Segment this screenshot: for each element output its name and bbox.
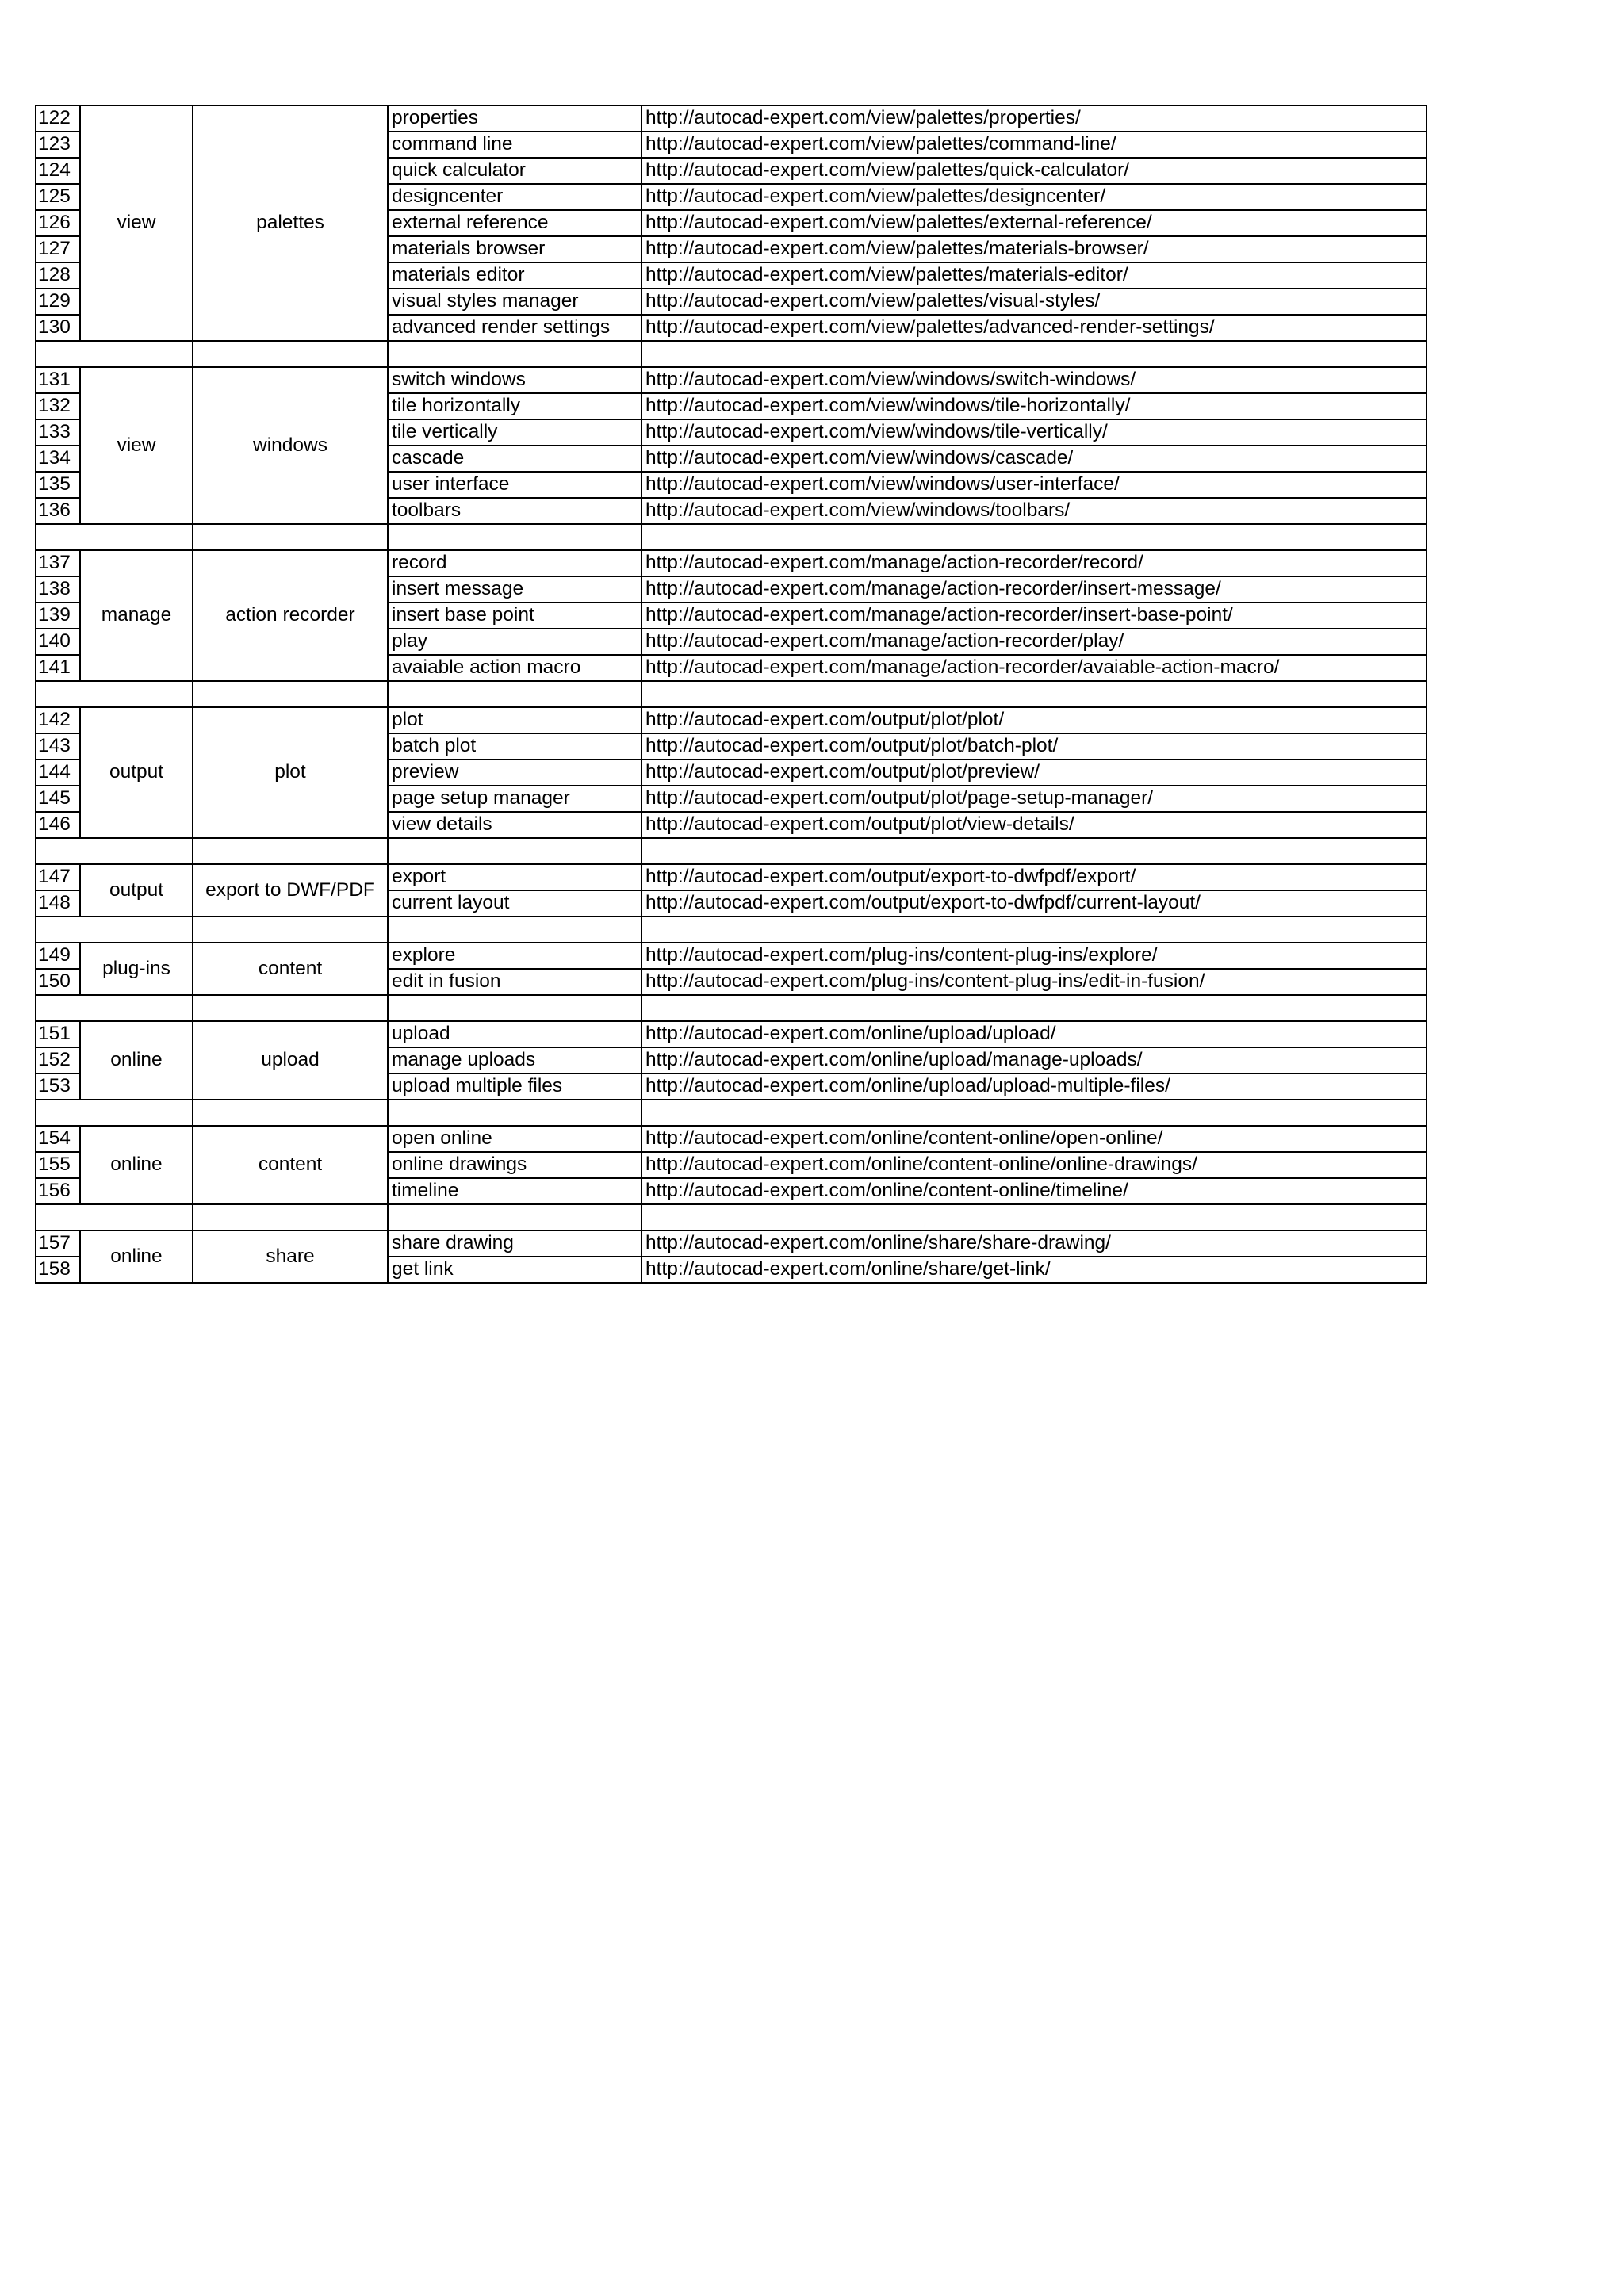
command-name: batch plot (388, 733, 642, 760)
spacer-row (36, 524, 1427, 550)
row-number: 149 (36, 943, 80, 969)
command-name: explore (388, 943, 642, 969)
command-name: edit in fusion (388, 969, 642, 995)
row-number: 133 (36, 419, 80, 446)
row-number: 142 (36, 707, 80, 733)
row-number: 129 (36, 289, 80, 315)
row-number: 123 (36, 132, 80, 158)
command-name: external reference (388, 210, 642, 236)
category-cell: online (80, 1230, 193, 1283)
table-row (36, 1126, 1427, 1152)
command-name: record (388, 550, 642, 576)
category-cell: output (80, 864, 193, 916)
url-link[interactable]: http://autocad-expert.com/manage/action-recorder/record/ (642, 550, 1427, 576)
category-cell: plug-ins (80, 943, 193, 995)
spacer-cell (388, 524, 642, 550)
row-number: 155 (36, 1152, 80, 1178)
row-number: 153 (36, 1073, 80, 1100)
category-cell: view (80, 367, 193, 524)
command-name: upload multiple files (388, 1073, 642, 1100)
command-name: open online (388, 1126, 642, 1152)
command-name: command line (388, 132, 642, 158)
url-link[interactable]: http://autocad-expert.com/online/content-online/online-drawings/ (642, 1152, 1427, 1178)
row-number: 125 (36, 184, 80, 210)
url-link[interactable]: http://autocad-expert.com/view/palettes/command-line/ (642, 132, 1427, 158)
category-cell: online (80, 1126, 193, 1204)
url-link[interactable]: http://autocad-expert.com/view/windows/toolbars/ (642, 498, 1427, 524)
row-number: 131 (36, 367, 80, 393)
table-row (36, 707, 1427, 733)
table-row (36, 105, 1427, 132)
table-row (36, 943, 1427, 969)
row-number: 132 (36, 393, 80, 419)
command-name: upload (388, 1021, 642, 1047)
command-name: preview (388, 760, 642, 786)
url-link[interactable]: http://autocad-expert.com/output/plot/batch-plot/ (642, 733, 1427, 760)
spacer-cell (642, 681, 1427, 707)
spacer-cell (388, 681, 642, 707)
spacer-cell (642, 916, 1427, 943)
row-number: 148 (36, 890, 80, 916)
command-name: view details (388, 812, 642, 838)
command-name: insert message (388, 576, 642, 603)
spacer-row (36, 1100, 1427, 1126)
command-name: toolbars (388, 498, 642, 524)
row-number: 141 (36, 655, 80, 681)
url-link[interactable]: http://autocad-expert.com/view/palettes/quick-calculator/ (642, 158, 1427, 184)
spacer-cell (36, 916, 193, 943)
url-link[interactable]: http://autocad-expert.com/view/palettes/visual-styles/ (642, 289, 1427, 315)
command-name: play (388, 629, 642, 655)
row-number: 139 (36, 603, 80, 629)
command-name: plot (388, 707, 642, 733)
table-row (36, 367, 1427, 393)
spacer-cell (388, 1204, 642, 1230)
url-link[interactable]: http://autocad-expert.com/view/windows/switch-windows/ (642, 367, 1427, 393)
command-name: timeline (388, 1178, 642, 1204)
row-number: 145 (36, 786, 80, 812)
url-link[interactable]: http://autocad-expert.com/output/plot/preview/ (642, 760, 1427, 786)
url-link[interactable]: http://autocad-expert.com/view/palettes/external-reference/ (642, 210, 1427, 236)
url-link[interactable]: http://autocad-expert.com/online/upload/upload-multiple-files/ (642, 1073, 1427, 1100)
spacer-cell (36, 838, 193, 864)
spacer-cell (36, 1204, 193, 1230)
url-link[interactable]: http://autocad-expert.com/view/palettes/designcenter/ (642, 184, 1427, 210)
url-link[interactable]: http://autocad-expert.com/view/palettes/materials-browser/ (642, 236, 1427, 262)
row-number: 122 (36, 105, 80, 132)
spacer-cell (193, 524, 388, 550)
spacer-cell (36, 681, 193, 707)
url-link[interactable]: http://autocad-expert.com/manage/action-recorder/insert-message/ (642, 576, 1427, 603)
url-link[interactable]: http://autocad-expert.com/view/windows/user-interface/ (642, 472, 1427, 498)
command-name: properties (388, 105, 642, 132)
row-number: 136 (36, 498, 80, 524)
spacer-cell (193, 681, 388, 707)
command-name: advanced render settings (388, 315, 642, 341)
url-link[interactable]: http://autocad-expert.com/view/palettes/advanced-render-settings/ (642, 315, 1427, 341)
row-number: 127 (36, 236, 80, 262)
row-number: 138 (36, 576, 80, 603)
spacer-cell (642, 995, 1427, 1021)
url-link[interactable]: http://autocad-expert.com/output/export-to-dwfpdf/export/ (642, 864, 1427, 890)
category-cell: manage (80, 550, 193, 681)
command-name: avaiable action macro (388, 655, 642, 681)
url-link[interactable]: http://autocad-expert.com/online/content-online/timeline/ (642, 1178, 1427, 1204)
command-name: designcenter (388, 184, 642, 210)
url-link[interactable]: http://autocad-expert.com/output/export-to-dwfpdf/current-layout/ (642, 890, 1427, 916)
url-link[interactable]: http://autocad-expert.com/online/share/get-link/ (642, 1257, 1427, 1283)
spacer-cell (193, 995, 388, 1021)
subcategory-cell: content (193, 1126, 388, 1204)
url-link[interactable]: http://autocad-expert.com/plug-ins/content-plug-ins/explore/ (642, 943, 1427, 969)
command-name: page setup manager (388, 786, 642, 812)
category-cell: online (80, 1021, 193, 1100)
url-link[interactable]: http://autocad-expert.com/online/upload/upload/ (642, 1021, 1427, 1047)
url-link[interactable]: http://autocad-expert.com/plug-ins/content-plug-ins/edit-in-fusion/ (642, 969, 1427, 995)
command-name: online drawings (388, 1152, 642, 1178)
spacer-cell (193, 916, 388, 943)
spacer-row (36, 838, 1427, 864)
spacer-cell (388, 916, 642, 943)
subcategory-cell: share (193, 1230, 388, 1283)
command-name: quick calculator (388, 158, 642, 184)
subcategory-cell: plot (193, 707, 388, 838)
url-link[interactable]: http://autocad-expert.com/online/share/share-drawing/ (642, 1230, 1427, 1257)
url-link[interactable]: http://autocad-expert.com/output/plot/plot/ (642, 707, 1427, 733)
spacer-cell (193, 1204, 388, 1230)
spacer-cell (388, 838, 642, 864)
spacer-row (36, 995, 1427, 1021)
spacer-row (36, 341, 1427, 367)
table-row (36, 550, 1427, 576)
row-number: 130 (36, 315, 80, 341)
spacer-cell (642, 838, 1427, 864)
table-row (36, 864, 1427, 890)
url-link[interactable]: http://autocad-expert.com/output/plot/view-details/ (642, 812, 1427, 838)
command-name: materials editor (388, 262, 642, 289)
subcategory-cell: export to DWF/PDF (193, 864, 388, 916)
spacer-cell (388, 995, 642, 1021)
command-name: current layout (388, 890, 642, 916)
command-name: get link (388, 1257, 642, 1283)
row-number: 152 (36, 1047, 80, 1073)
spacer-row (36, 1204, 1427, 1230)
spacer-cell (642, 1204, 1427, 1230)
table-row (36, 1021, 1427, 1047)
command-name: share drawing (388, 1230, 642, 1257)
url-link[interactable]: http://autocad-expert.com/view/palettes/properties/ (642, 105, 1427, 132)
command-name: insert base point (388, 603, 642, 629)
subcategory-cell: upload (193, 1021, 388, 1100)
row-number: 137 (36, 550, 80, 576)
command-name: cascade (388, 446, 642, 472)
spacer-cell (193, 1100, 388, 1126)
spacer-cell (193, 341, 388, 367)
row-number: 134 (36, 446, 80, 472)
url-link[interactable]: http://autocad-expert.com/manage/action-recorder/avaiable-action-macro/ (642, 655, 1427, 681)
row-number: 126 (36, 210, 80, 236)
spacer-cell (388, 341, 642, 367)
category-cell: view (80, 105, 193, 341)
spacer-cell (642, 1100, 1427, 1126)
row-number: 124 (36, 158, 80, 184)
url-link[interactable]: http://autocad-expert.com/output/plot/page-setup-manager/ (642, 786, 1427, 812)
row-number: 156 (36, 1178, 80, 1204)
command-name: user interface (388, 472, 642, 498)
row-number: 128 (36, 262, 80, 289)
row-number: 135 (36, 472, 80, 498)
row-number: 154 (36, 1126, 80, 1152)
spacer-cell (36, 1100, 193, 1126)
spacer-cell (36, 341, 193, 367)
spacer-cell (36, 995, 193, 1021)
url-link[interactable]: http://autocad-expert.com/online/content-online/open-online/ (642, 1126, 1427, 1152)
row-number: 157 (36, 1230, 80, 1257)
command-name: visual styles manager (388, 289, 642, 315)
url-link[interactable]: http://autocad-expert.com/view/palettes/materials-editor/ (642, 262, 1427, 289)
spacer-cell (193, 838, 388, 864)
spacer-row (36, 916, 1427, 943)
subcategory-cell: action recorder (193, 550, 388, 681)
command-name: materials browser (388, 236, 642, 262)
url-link[interactable]: http://autocad-expert.com/manage/action-recorder/insert-base-point/ (642, 603, 1427, 629)
spacer-cell (388, 1100, 642, 1126)
url-link[interactable]: http://autocad-expert.com/view/windows/tile-vertically/ (642, 419, 1427, 446)
subcategory-cell: palettes (193, 105, 388, 341)
category-cell: output (80, 707, 193, 838)
command-name: export (388, 864, 642, 890)
spacer-row (36, 681, 1427, 707)
row-number: 140 (36, 629, 80, 655)
command-name: manage uploads (388, 1047, 642, 1073)
command-name: tile vertically (388, 419, 642, 446)
row-number: 143 (36, 733, 80, 760)
row-number: 144 (36, 760, 80, 786)
command-name: tile horizontally (388, 393, 642, 419)
row-number: 147 (36, 864, 80, 890)
row-number: 150 (36, 969, 80, 995)
link-table (35, 105, 1427, 1284)
url-link[interactable]: http://autocad-expert.com/manage/action-recorder/play/ (642, 629, 1427, 655)
spacer-cell (36, 524, 193, 550)
url-link[interactable]: http://autocad-expert.com/online/upload/manage-uploads/ (642, 1047, 1427, 1073)
table-row (36, 1230, 1427, 1257)
row-number: 151 (36, 1021, 80, 1047)
spacer-cell (642, 341, 1427, 367)
subcategory-cell: windows (193, 367, 388, 524)
url-link[interactable]: http://autocad-expert.com/view/windows/tile-horizontally/ (642, 393, 1427, 419)
subcategory-cell: content (193, 943, 388, 995)
command-name: switch windows (388, 367, 642, 393)
spacer-cell (642, 524, 1427, 550)
row-number: 158 (36, 1257, 80, 1283)
row-number: 146 (36, 812, 80, 838)
url-link[interactable]: http://autocad-expert.com/view/windows/cascade/ (642, 446, 1427, 472)
